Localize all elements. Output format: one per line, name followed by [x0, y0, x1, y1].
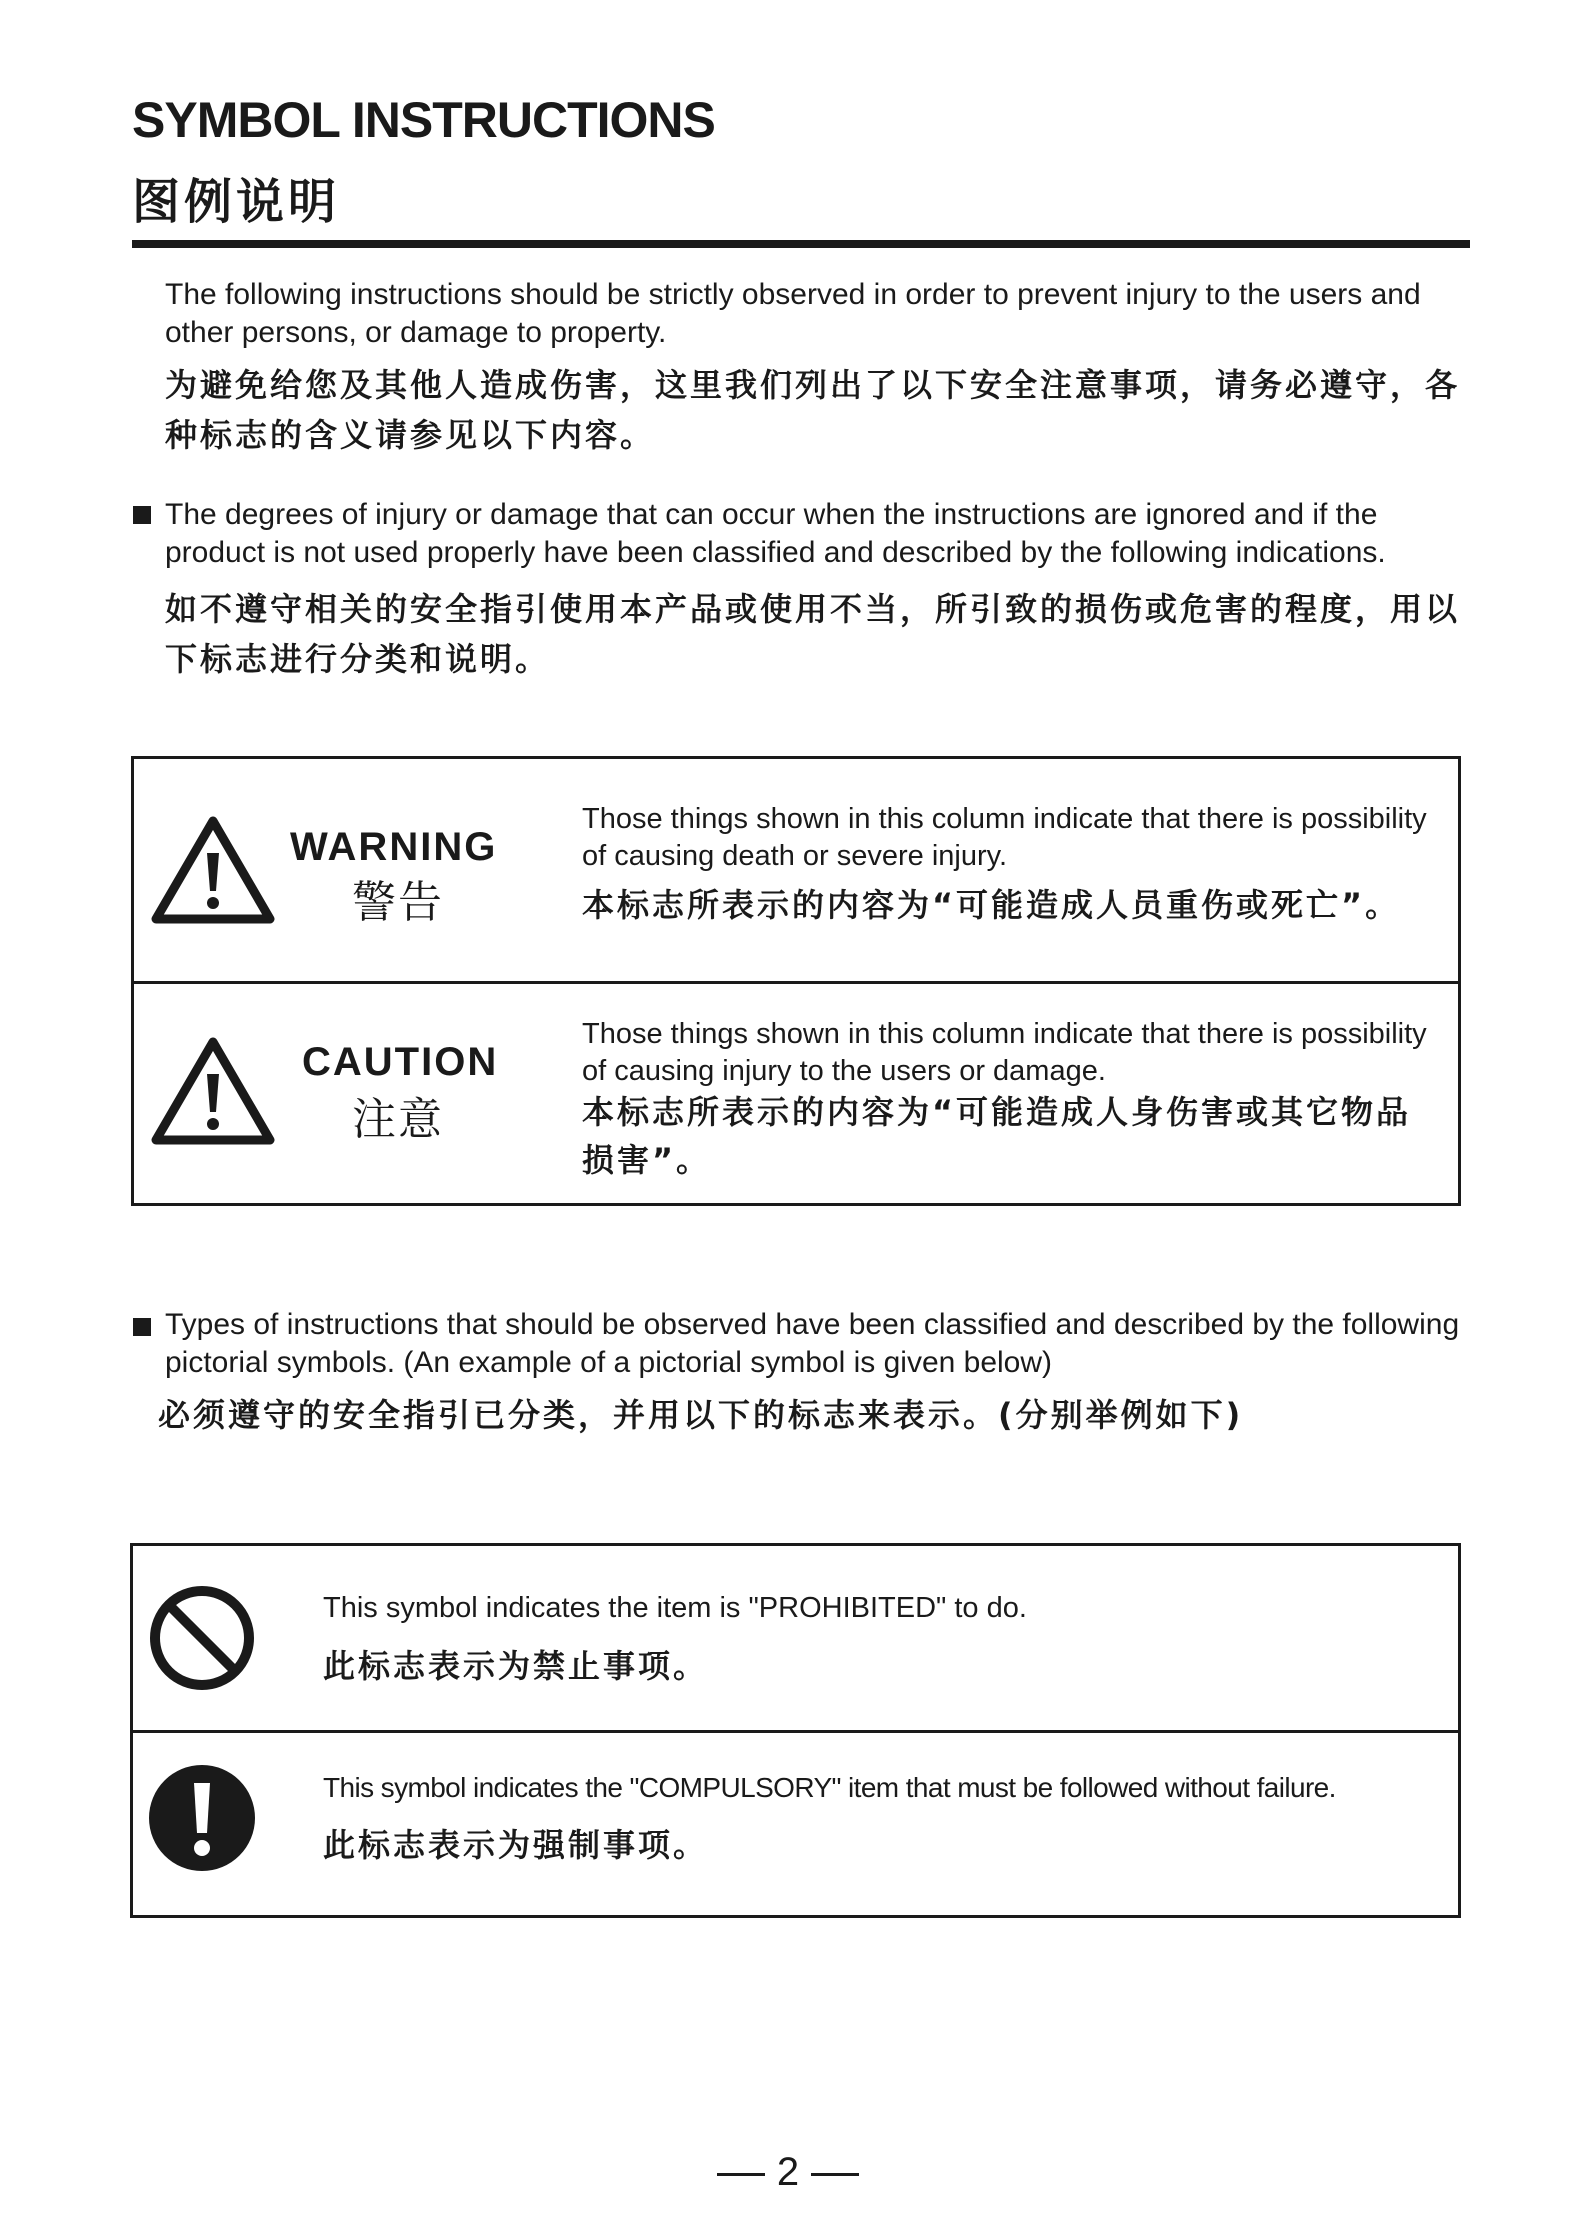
hazard-row-caution	[134, 984, 1458, 1206]
symbol-table	[130, 1543, 1461, 1918]
warning-label: WARNING	[290, 825, 498, 869]
hazard-table	[131, 756, 1461, 1206]
bullet-square	[133, 1318, 151, 1336]
caution-description: Those things shown in this column indicate that there is possibility of causing injury to the users or damage.	[582, 1018, 1427, 1087]
degrees-text: The degrees of injury or damage that can occur when the instructions are ignored and if the product is not used properly have been classified and described by the following indications.	[165, 498, 1386, 569]
prohibited-icon	[147, 1583, 257, 1693]
compulsory-description-chinese: 此标志表示为强制事项。	[323, 1826, 709, 1864]
page-title-chinese: 图例说明	[132, 174, 341, 230]
page-number	[0, 2150, 1576, 2195]
caution-description-chinese: 本标志所表示的内容为“可能造成人身伤害或其它物品损害”。	[582, 1093, 1412, 1179]
warning-label-chinese: 警告	[352, 877, 444, 928]
warning-description: Those things shown in this column indicate that there is possibility of causing death or severe injury.	[582, 803, 1427, 872]
symbol-row-compulsory	[133, 1733, 1458, 1917]
title-divider	[132, 240, 1470, 248]
page-number-dash-left	[717, 2173, 765, 2176]
page-title: SYMBOL INSTRUCTIONS	[132, 92, 715, 148]
symbol-row-prohibited	[133, 1546, 1458, 1730]
types-text: Types of instructions that should be observed have been classified and described by the following pictorial symbols. (An example of a pictorial symbol is given below)	[165, 1308, 1460, 1379]
intro-text: The following instructions should be strictly observed in order to prevent injury to the users and other persons, or damage to property.	[165, 278, 1421, 349]
caution-triangle-icon	[150, 1034, 276, 1146]
compulsory-description: This symbol indicates the "COMPULSORY" item that must be followed without failure.	[323, 1772, 1336, 1803]
degrees-text-chinese: 如不遵守相关的安全指引使用本产品或使用不当，所引致的损伤或危害的程度，用以下标志进行分类和说明。	[165, 590, 1461, 678]
bullet-square	[133, 506, 151, 524]
caution-label-chinese: 注意	[352, 1094, 444, 1145]
caution-label: CAUTION	[302, 1040, 499, 1084]
hazard-row-warning	[134, 759, 1458, 981]
warning-triangle-icon	[150, 813, 276, 925]
types-text-chinese: 必须遵守的安全指引已分类，并用以下的标志来表示。(分别举例如下)	[158, 1396, 1244, 1434]
page-number-dash-right	[811, 2173, 859, 2176]
warning-description-chinese: 本标志所表示的内容为“可能造成人员重伤或死亡”。	[582, 886, 1401, 924]
prohibited-description: This symbol indicates the item is "PROHIBITED" to do.	[323, 1592, 1027, 1624]
prohibited-description-chinese: 此标志表示为禁止事项。	[323, 1647, 709, 1685]
page-number-value: 2	[776, 2150, 800, 2194]
compulsory-icon	[147, 1763, 257, 1873]
intro-text-chinese: 为避免给您及其他人造成伤害，这里我们列出了以下安全注意事项，请务必遵守，各种标志的含义请参见以下内容。	[165, 366, 1461, 454]
